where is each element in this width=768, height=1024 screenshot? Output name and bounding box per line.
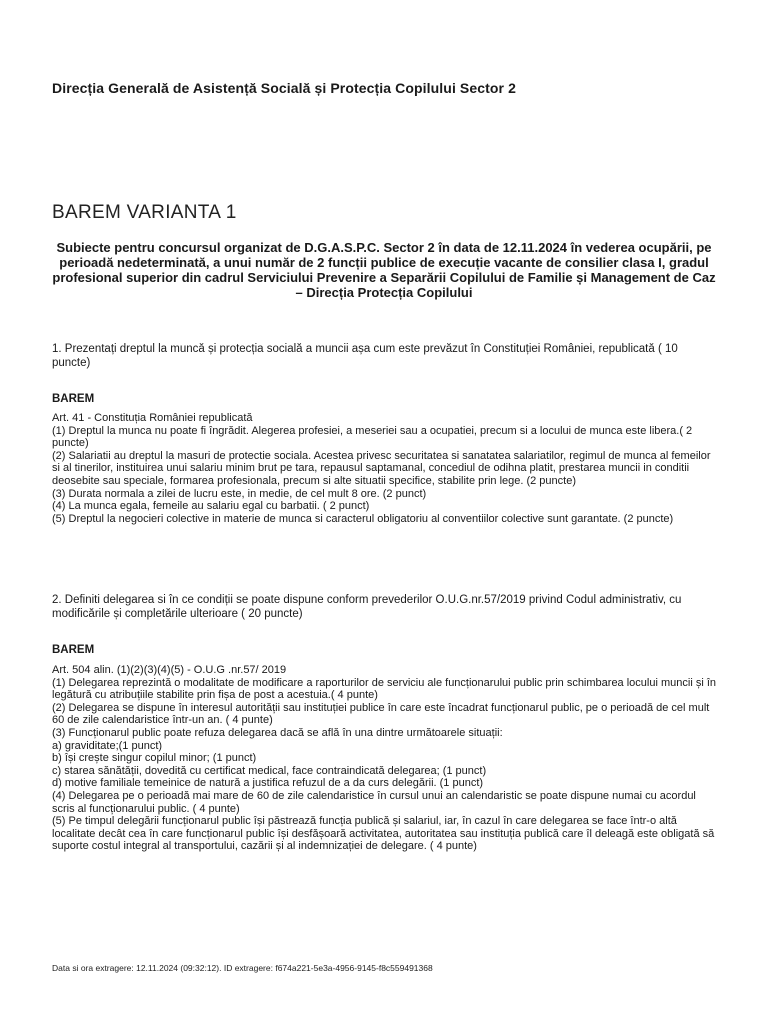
answer-2-line: (2) Delegarea se dispune în interesul autorității sau instituției publice în care este încadrat funcționarul public, pe o perioadă de cel mult 60 de zile calendaristice într-un an. ( 4 punte) <box>52 701 710 727</box>
answer-2-line: (5) Pe timpul delegării funcționarul public își păstrează funcția publică și salariul, iar, în cazul în care delegarea se face într-o altă localitate decât cea în care funcționarul public își desfășoară activitatea, autoritatea sau instituția publică care îl deleagă este obligată să suporte costul integral al transportului, cazării și al indemnizației de delegare. ( 4 punte) <box>52 815 715 853</box>
answer-2-line: b) își crește singur copilul minor; (1 punct) <box>52 752 257 765</box>
answer-2-line: Art. 504 alin. (1)(2)(3)(4)(5) - O.U.G .nr.57/ 2019 <box>52 664 287 676</box>
answer-1-line: Art. 41 - Constituția României republicată <box>52 412 253 424</box>
exam-subtitle: Subiecte pentru concursul organizat de D.G.A.S.P.C. Sector 2 în data de 12.11.2024 în vederea ocupării, pe perioadă nedeterminată, a unui număr de 2 funcții publice de execuție vacante de consilier clasa I, gradul profesional superior din cadrul Serviciului Prevenire a Separării Copilului de Familie și Management de Caz – Direcția Protecția Copilului <box>52 240 716 300</box>
barem-answer-2 <box>52 664 716 853</box>
answer-1-line: (5) Dreptul la negocieri colective in materie de munca si caracterul obligatoriu al conventiilor colective sunt garantate. (2 puncte) <box>52 512 674 525</box>
barem-label-2: BAREM <box>52 644 95 656</box>
question-1: 1. Prezentați dreptul la muncă și protecția socială a muncii așa cum este prevăzut în Constituției României, republicată ( 10 puncte) <box>52 343 678 369</box>
barem-answer-1 <box>52 412 716 525</box>
answer-1-line: (1) Dreptul la munca nu poate fi îngrădit. Alegerea profesiei, a meseriei sau a ocupatiei, precum si a locului de munca este libera.( 2 puncte) <box>52 424 693 450</box>
question-2: 2. Definiti delegarea si în ce condiții se poate dispune conform prevederilor O.U.G.nr.57/2019 privind Codul administrativ, cu modificările și completările ulterioare ( 20 puncte) <box>52 594 682 620</box>
answer-1-line: (4) La munca egala, femeile au salariu egal cu barbatii. ( 2 punct) <box>52 500 370 513</box>
answer-2-line: (4) Delegarea pe o perioadă mai mare de 60 de zile calendaristice în cursul unui an calendaristic se poate dispune numai cu acordul scris al funcționarului public. ( 4 punte) <box>52 789 696 815</box>
answer-2-line: (3) Funcționarul public poate refuza delegarea dacă se află în una dintre următoarele situații: <box>52 726 503 739</box>
answer-1-line: (3) Durata normala a zilei de lucru este, in medie, de cel mult 8 ore. (2 punct) <box>52 487 427 500</box>
extraction-footer: Data si ora extragere: 12.11.2024 (09:32:12). ID extragere: f674a221-5e3a-4956-9145-f8c559491368 <box>52 963 433 973</box>
document-title: BAREM VARIANTA 1 <box>52 202 237 223</box>
answer-2-line: (1) Delegarea reprezintă o modalitate de modificare a raporturilor de serviciu ale funcționarului public prin schimbarea locului muncii și în legătură cu atribuțiile stabilite prin fișa de post a acestuia.( 4 punte) <box>52 676 716 702</box>
answer-2-line: a) graviditate;(1 punct) <box>52 739 163 752</box>
answer-2-line: d) motive familiale temeinice de natură a justifica refuzul de a da curs delegării. (1 punct) <box>52 777 484 790</box>
answer-2-line: c) starea sănătății, dovedită cu certificat medical, face contraindicată delegarea; (1 punct) <box>52 764 487 777</box>
answer-1-line: (2) Salariatii au dreptul la masuri de protectie sociala. Acestea privesc securitatea si sanatatea salariatilor, regimul de munca al femeilor si al tinerilor, instituirea unui salariu minim brut pe tara, repausul saptamanal, concediul de odihna platit, prestarea muncii in conditii deosebite sau speciale, formarea profesionala, precum si alte situatii specifice, stabilite prin lege. (2 puncte) <box>52 449 711 487</box>
barem-label-1: BAREM <box>52 393 95 405</box>
institution-header: Direcția Generală de Asistență Socială și Protecția Copilului Sector 2 <box>52 80 516 96</box>
